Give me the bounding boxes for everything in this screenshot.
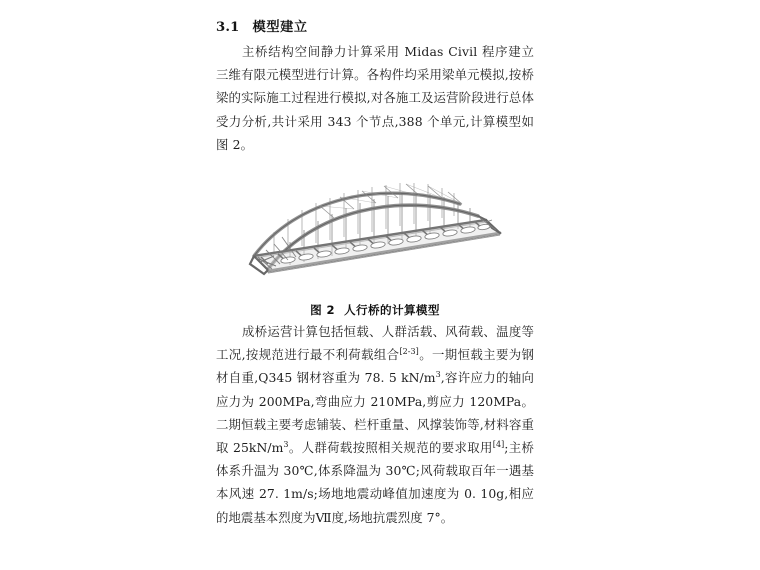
figure-block xyxy=(216,170,534,318)
para2-part-3: ,容许应力的轴向应力为 200MPa,弯曲应力 210MPa,剪应力 120MPa。二期恒载主要考虑铺装、栏杆重量、风撑装饰等,材料容重取 25kN/m xyxy=(216,370,534,456)
paragraph-load-cases xyxy=(216,320,534,529)
figure-caption-number: 图 2 xyxy=(310,303,335,318)
para2-part-4: 。人群荷载按照相关规范的要求取用 xyxy=(288,440,493,456)
para2-part-5: ;主桥体系升温为 30℃,体系降温为 30℃;风荷载取百年一遇基本风速 27. 1m/s;场地地震动峰值加速度为 0. 10g,相应的地震基本烈度为Ⅶ度,场地抗震烈度 7°。 xyxy=(216,440,534,525)
para2-part-2: 。一期恒载主要为钢材自重,Q345 钢材容重为 78. 5 kN/m xyxy=(216,347,534,386)
text-column xyxy=(216,8,534,529)
paragraph-model-setup: 主桥结构空间静力计算采用 Midas Civil 程序建立三维有限元模型进行计算。各构件均采用梁单元模拟,按桥梁的实际施工过程进行模拟,对各施工及运营阶段进行总体受力分析,共计采用 343 个节点,388 个单元,计算模型如图 2。 xyxy=(216,44,534,152)
para2-part-1: 成桥运营计算包括恒载、人群活载、风荷载、温度等工况,按规范进行最不利荷载组合 xyxy=(216,324,534,363)
figure-caption-text: 人行桥的计算模型 xyxy=(343,303,440,318)
section-number: 3.1 xyxy=(216,20,240,35)
section-heading xyxy=(216,18,534,38)
reference-marker-4: [4] xyxy=(492,439,505,449)
section-title: 模型建立 xyxy=(252,20,308,35)
unit-exponent-2: 3 xyxy=(283,439,289,449)
bridge-fem-svg xyxy=(216,170,534,288)
unit-exponent-1: 3 xyxy=(435,370,441,380)
figure-caption xyxy=(216,302,534,318)
reference-marker-2-3: [2-3] xyxy=(399,347,419,357)
figure-bridge-model xyxy=(216,170,534,288)
